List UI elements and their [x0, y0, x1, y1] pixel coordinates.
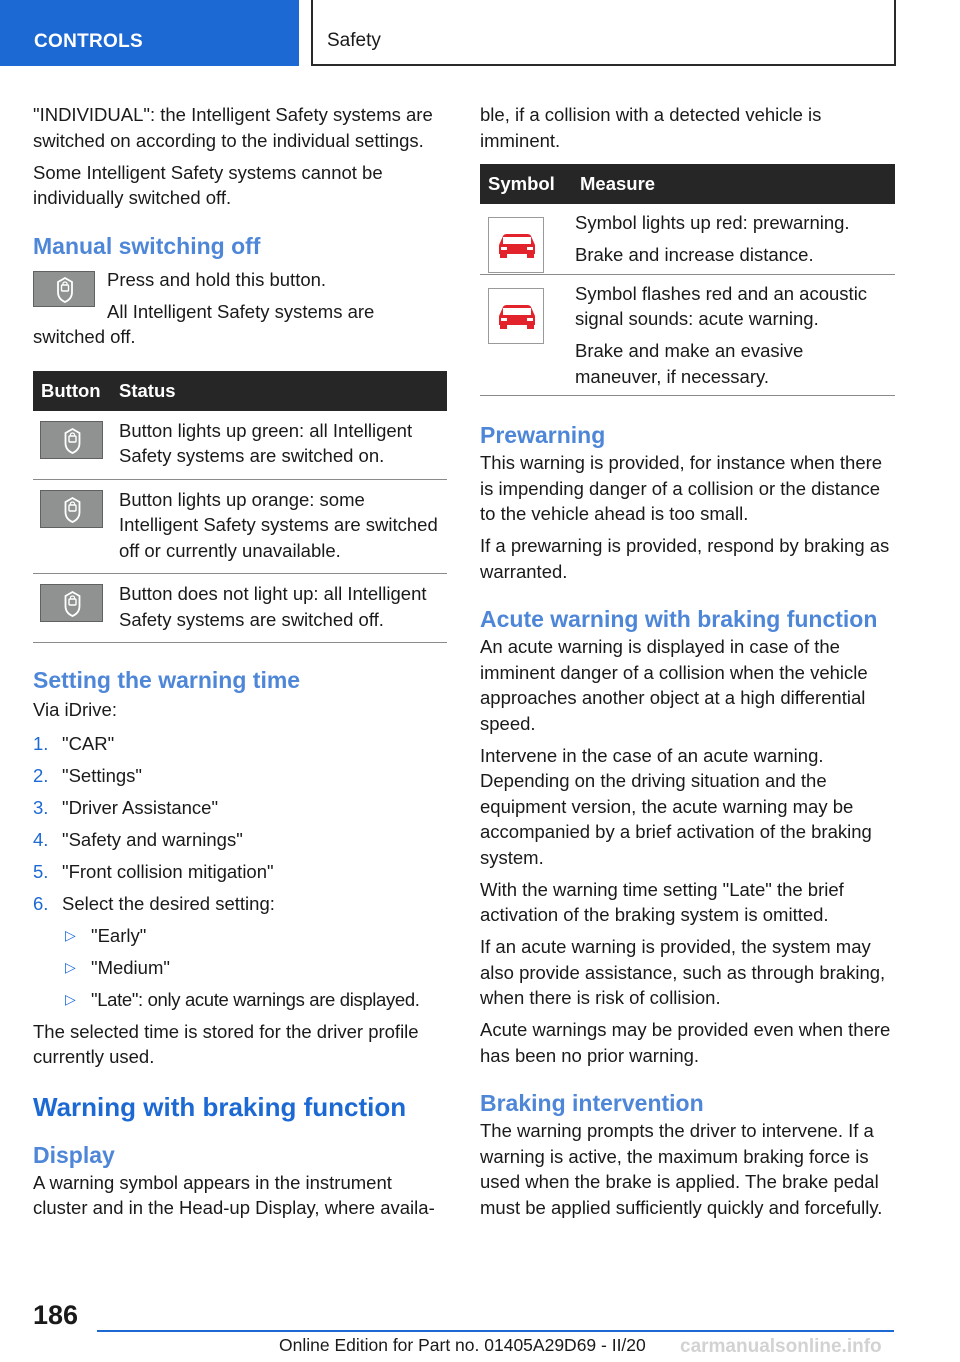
table-row: [480, 204, 895, 274]
car-warning-icon: [488, 217, 544, 273]
manual-switching-line2: All Intelligent Safety systems are switched off.: [33, 300, 375, 347]
acute-paragraph-5: Acute warnings may be provided even when there has been no prior warning.: [480, 1019, 891, 1066]
list-item: 3. "Driver Assistance": [33, 796, 219, 818]
prewarning-symbol-text: Symbol lights up red: prewarning.: [575, 212, 850, 233]
column-header-symbol: Symbol: [480, 164, 572, 204]
safety-button-off-icon: [40, 584, 103, 622]
safety-button-orange-icon: [40, 490, 103, 528]
triangle-bullet-icon: ▷: [65, 958, 76, 975]
triangle-bullet-icon: ▷: [65, 990, 76, 1007]
chapter-title: Safety: [327, 30, 381, 51]
column-header-button: Button: [33, 371, 111, 411]
table-row: [33, 479, 447, 574]
symbol-measure-table: [480, 164, 895, 396]
acute-symbol-text: Symbol flashes red and an acoustic signal sounds: acute warning.: [575, 282, 868, 329]
right-column: [480, 102, 895, 1227]
list-item: 4. "Safety and warnings": [33, 828, 243, 850]
status-off: Button does not light up: all Intelligent Safety systems are switched off.: [111, 574, 447, 643]
braking-intervention-heading: Braking intervention: [480, 1090, 704, 1116]
edition-text: Online Edition for Part no. 01405A29D69 - II/20: [279, 1335, 646, 1355]
acute-measure-text: Brake and make an evasive maneuver, if necessary.: [575, 340, 804, 387]
acute-paragraph-2: Intervene in the case of an acute warning. Depending on the driving situation and the equipment version, the acute warning may be accompanied by a brief activation of the braking system.: [480, 744, 872, 868]
manual-switching-heading: Manual switching off: [33, 232, 261, 259]
acute-paragraph-1: An acute warning is displayed in case of the imminent danger of a collision when the vehicle approaches another object at a high differential speed.: [480, 636, 868, 734]
list-item: 2. "Settings": [33, 764, 142, 786]
table-row: [33, 574, 447, 643]
intro-paragraph-1: "INDIVIDUAL": the Intelligent Safety systems are switched on according to the individual settings.: [33, 104, 433, 151]
car-acute-warning-icon: [488, 288, 544, 344]
list-item: ▷ "Early": [62, 923, 447, 949]
status-green: Button lights up green: all Intelligent Safety systems are switched on.: [111, 411, 447, 480]
manual-switching-block: [33, 267, 447, 350]
status-orange: Button lights up orange: some Intelligent Safety systems are switched off or currently unavailable.: [111, 479, 447, 574]
left-column: [33, 102, 447, 1227]
section-title: CONTROLS: [34, 31, 144, 52]
triangle-bullet-icon: ▷: [65, 926, 76, 943]
manual-switching-line1: Press and hold this button.: [107, 268, 327, 290]
intro-paragraph-2: Some Intelligent Safety systems cannot be individually switched off.: [33, 161, 383, 208]
continued-text: ble, if a collision with a detected vehicle is imminent.: [480, 104, 822, 151]
footer-divider: [97, 1330, 894, 1332]
list-item: ▷ "Late": only acute warnings are displayed.: [62, 987, 447, 1013]
list-item: 6. Select the desired setting: ▷ "Early" ▷ "Medium" ▷ "Late": only acute warnings are displayed.: [33, 891, 447, 1013]
prewarning-measure-text: Brake and increase distance.: [575, 244, 814, 265]
via-idrive-text: Via iDrive:: [33, 699, 117, 720]
braking-function-heading: Warning with braking function: [33, 1091, 407, 1122]
column-header-status: Status: [111, 371, 447, 411]
prewarning-paragraph-2: If a prewarning is provided, respond by braking as warranted.: [480, 535, 890, 582]
watermark: carmanualsonline.info: [680, 1336, 882, 1357]
prewarning-heading: Prewarning: [480, 422, 606, 448]
column-header-measure: Measure: [572, 164, 895, 204]
table-row: [480, 274, 895, 396]
button-status-table: [33, 371, 447, 644]
list-item: ▷ "Medium": [62, 955, 447, 981]
display-text: A warning symbol appears in the instrument cluster and in the Head-up Display, where availa-: [33, 1171, 435, 1218]
setting-options-list: [62, 923, 447, 1013]
warning-time-heading: Setting the warning time: [33, 667, 301, 693]
stored-text: The selected time is stored for the driver profile currently used.: [33, 1020, 419, 1067]
intervention-paragraph: The warning prompts the driver to intervene. If a warning is active, the maximum braking force is used when the brake is applied. The brake pedal must be applied sufficiently quickly and forcefully.: [480, 1120, 883, 1218]
table-row: [33, 411, 447, 480]
display-heading: Display: [33, 1141, 115, 1168]
table-header-row: [33, 371, 447, 411]
acute-warning-heading: Acute warning with braking function: [480, 606, 878, 632]
safety-button-green-icon: [40, 421, 103, 459]
table-header-row: [480, 164, 895, 204]
chapter-tab: [311, 0, 896, 66]
acute-paragraph-4: If an acute warning is provided, the system may also provide assistance, such as through braking, when there is risk of collision.: [480, 936, 886, 1008]
list-item: 5. "Front collision mitigation": [33, 860, 274, 882]
settings-steps-list: [33, 731, 447, 1013]
list-item: 1. "CAR": [33, 732, 115, 754]
prewarning-paragraph-1: This warning is provided, for instance when there is impending danger of a collision or the distance to the vehicle ahead is too small.: [480, 452, 883, 524]
safety-button-icon: [33, 271, 95, 307]
section-tab: [0, 0, 299, 66]
page-number: 186: [33, 1300, 79, 1330]
acute-paragraph-3: With the warning time setting "Late" the brief activation of the braking system is omitted.: [480, 878, 844, 925]
